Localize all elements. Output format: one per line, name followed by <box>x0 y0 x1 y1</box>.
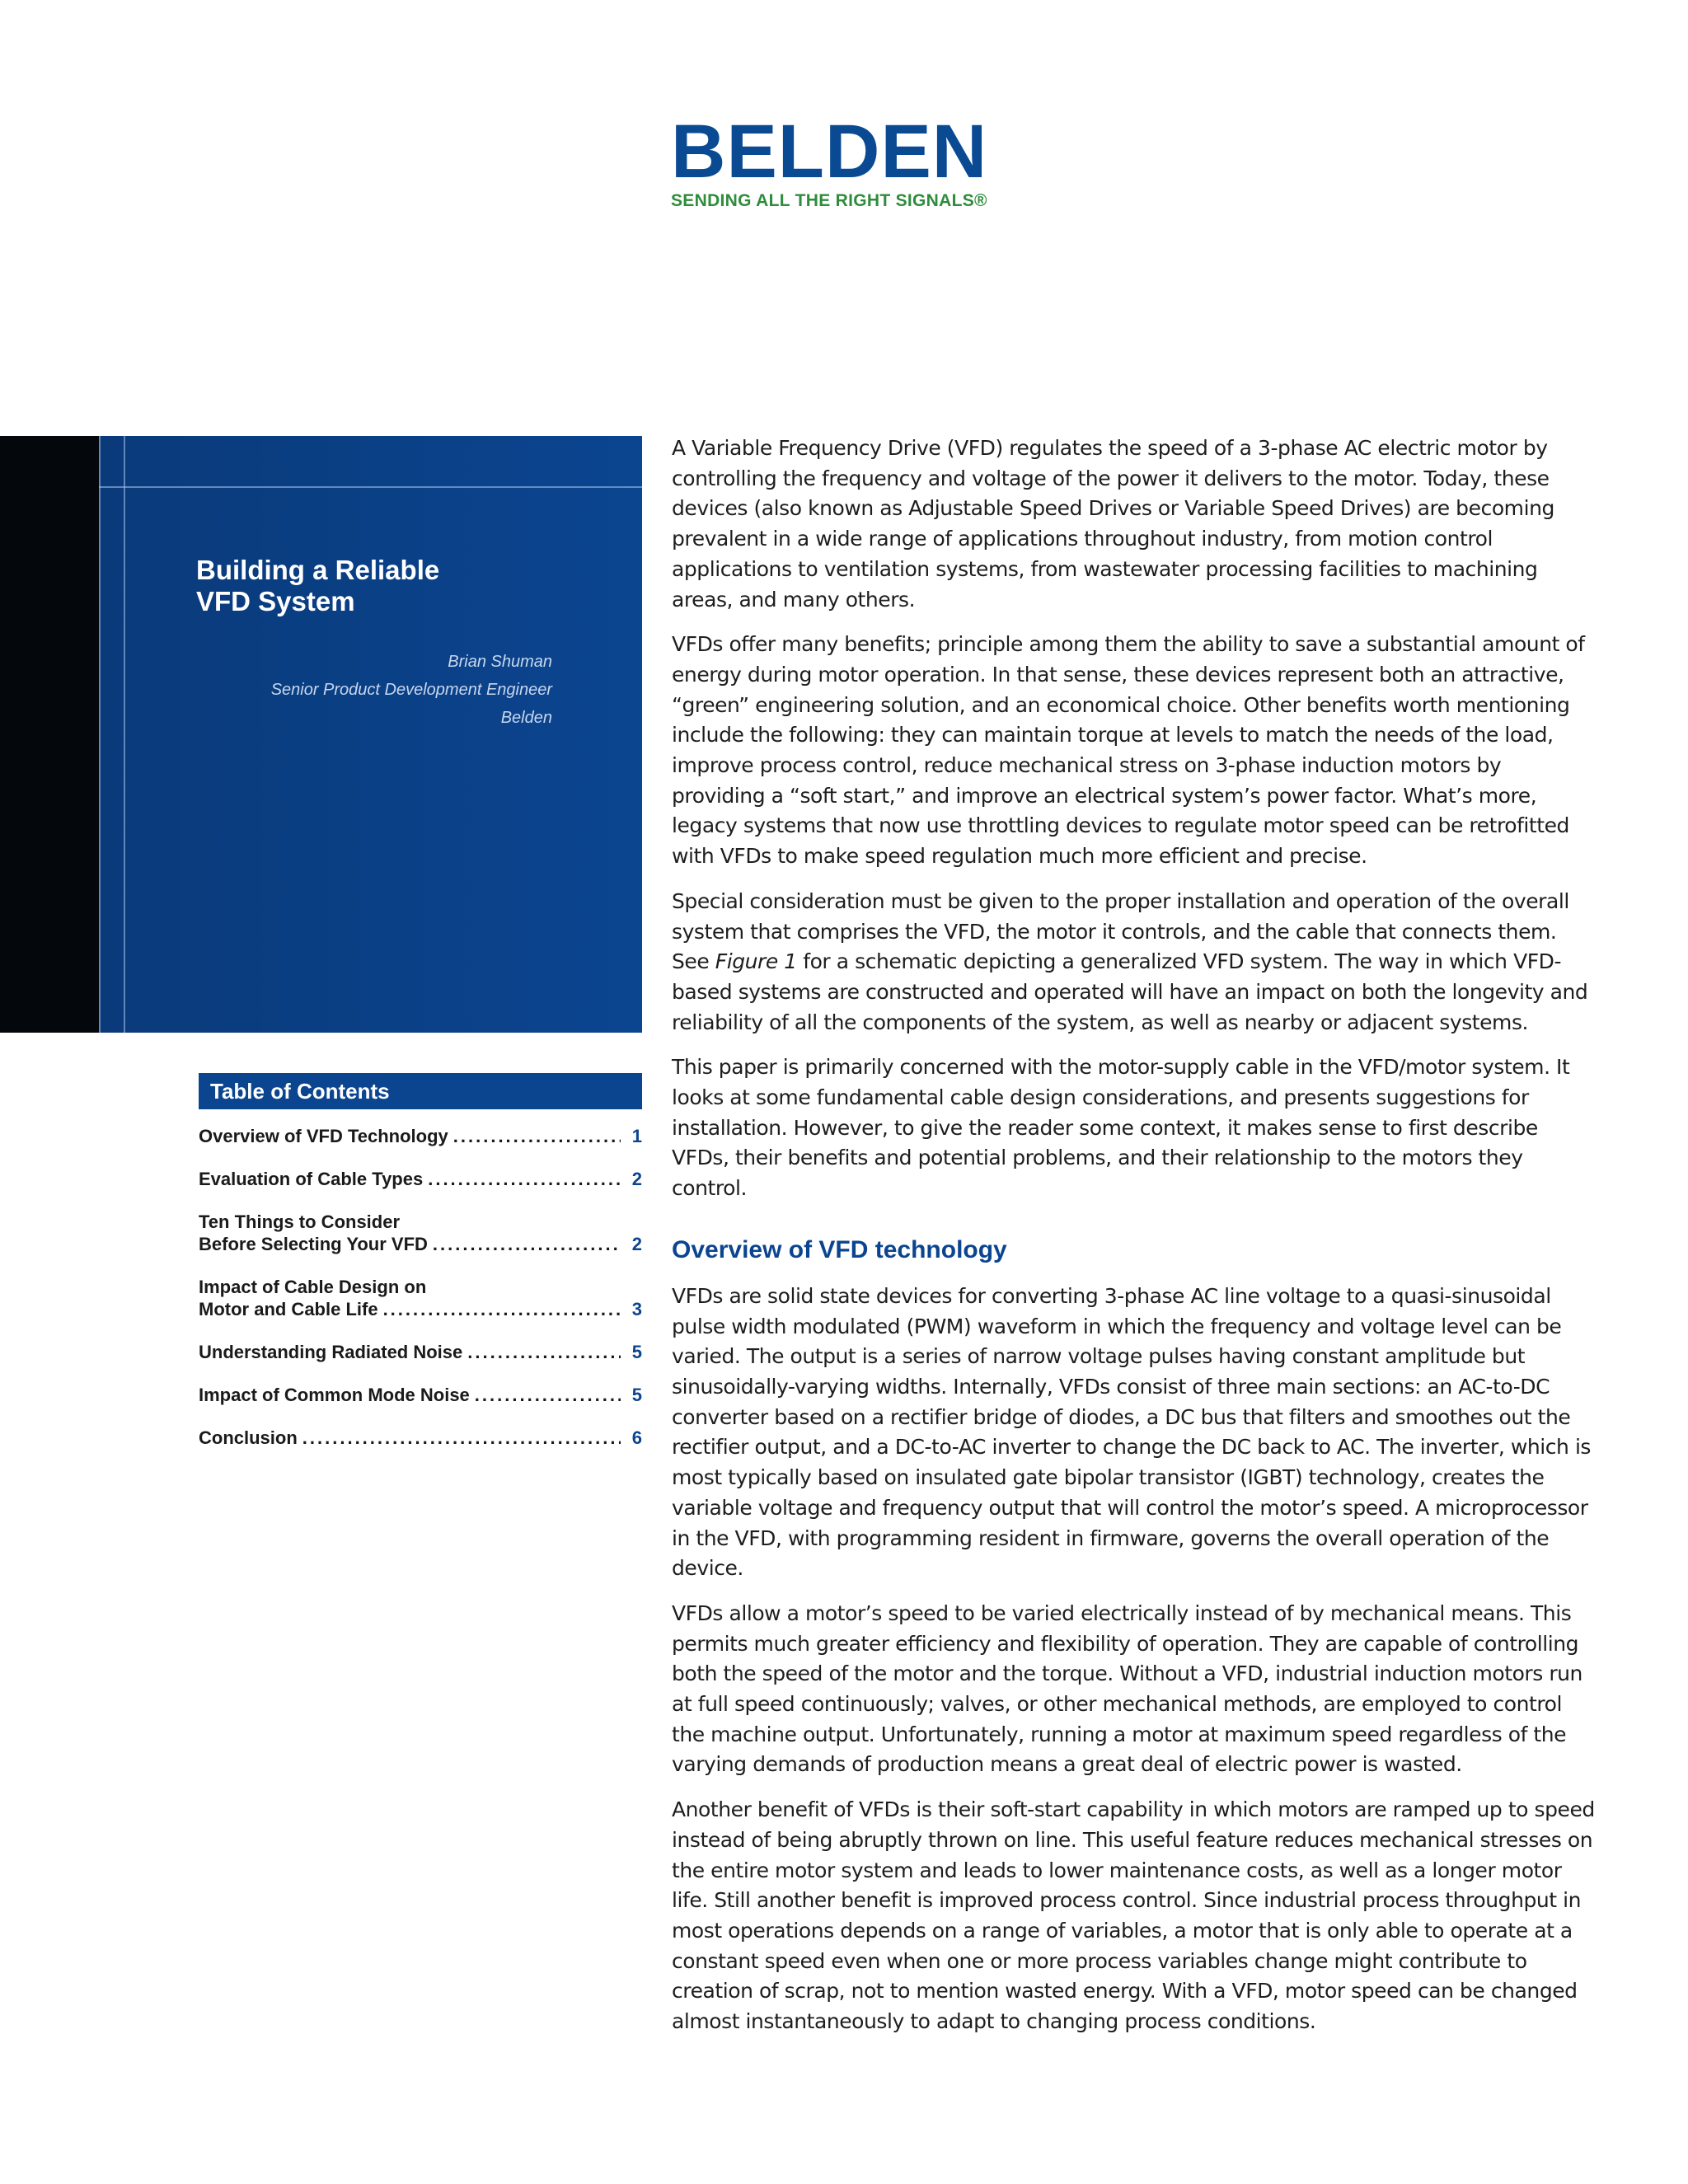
black-side-bar <box>0 436 99 1033</box>
toc-page-number: 2 <box>631 1234 642 1254</box>
title-line-1: Building a Reliable <box>196 555 440 585</box>
section-heading: Overview of VFD technology <box>672 1235 1007 1263</box>
author-role: Senior Product Development Engineer <box>270 681 552 699</box>
toc-item-title: Conclusion <box>199 1427 298 1448</box>
toc-item[interactable] <box>199 1276 642 1320</box>
toc-item[interactable] <box>199 1168 642 1190</box>
paragraph-speed-control: VFDs allow a motor’s speed to be varied electrically instead of by mechanical means. This permits much greater efficiency and flexibility of operation. They are capable of controlling both the speed of the motor and the torque. Without a VFD, industrial induction motors run at full speed continuously; valves, or other mechanical methods, are employed to control the machine output. Unfortunately, running a motor at maximum speed regardless of the varying demands of production means a great deal of electric power is wasted. <box>672 1601 1582 1777</box>
document-title <box>196 555 592 617</box>
toc-page-number: 6 <box>631 1427 642 1448</box>
toc-item-title: Understanding Radiated Noise <box>199 1342 463 1362</box>
main-body-text <box>672 434 1595 2052</box>
decorative-horizontal-line <box>99 486 642 488</box>
author-block <box>196 648 552 732</box>
paragraph-benefits: VFDs offer many benefits; principle among them the ability to save a substantial amount of energy during motor operation. In that sense, these devices represent both an attractive, “green” engineering solution, and an economical choice. Other benefits worth mentioning include the following: they can maintain torque at levels to match the needs of the load, improve process control, reduce mechanical stress on 3-phase induction motors by providing a “soft start,” and improve an electrical system’s power factor. What’s more, legacy systems that now use throttling devices to regulate motor speed can be retrofitted with VFDs to make speed regulation much more efficient and precise. <box>672 632 1585 869</box>
toc-page-number: 5 <box>631 1342 642 1362</box>
figure-reference: Figure 1 <box>715 949 797 974</box>
decorative-vertical-line <box>124 436 125 1033</box>
paragraph-soft-start: Another benefit of VFDs is their soft-start capability in which motors are ramped up to speed instead of being abruptly thrown on line. This useful feature reduces mechanical stresses on the entire motor system and leads to lower maintenance costs, as well as a longer motor life. Still another benefit is improved process control. Since industrial process throughput in most operations depends on a range of variables, a motor that is only able to operate at a constant speed even when one or more process variables change might contribute to creation of scrap, not to mention wasted energy. With a VFD, motor speed can be changed almost instantaneously to adapt to changing process conditions. <box>672 1797 1595 2034</box>
toc-page-number: 5 <box>631 1385 642 1405</box>
paragraph-text: Special consideration must be given to the proper installation and operation of the overall system that comprises the VFD, the motor it controls, and the cable that connects them. See <box>672 888 1569 974</box>
paragraph-text: for a schematic depicting a generalized VFD system. The way in which VFD-based systems are constructed and operated will have an impact on both the longevity and reliability of all the components of the system, as well as nearby or adjacent systems. <box>672 949 1588 1034</box>
paragraph-intro: A Variable Frequency Drive (VFD) regulates the speed of a 3-phase AC electric motor by controlling the frequency and voltage of the power it delivers to the motor. Today, these devices (also known as Adjustable Speed Drives or Variable Speed Drives) are becoming prevalent in a wide range of applications throughout industry, from motion control applications to ventilation systems, from wastewater processing facilities to machining areas, and many others. <box>672 436 1554 612</box>
toc-item[interactable] <box>199 1211 642 1255</box>
toc-item[interactable] <box>199 1427 642 1449</box>
table-of-contents <box>199 1073 642 1469</box>
title-block-background <box>99 436 642 1033</box>
toc-page-number: 3 <box>631 1299 642 1319</box>
toc-item-title-cont: Motor and Cable Life <box>199 1299 378 1319</box>
toc-item-title: Evaluation of Cable Types <box>199 1169 424 1189</box>
paragraph-installation <box>672 887 1595 1038</box>
toc-leader-dots <box>383 1298 621 1320</box>
toc-leader-dots <box>467 1341 621 1363</box>
logo-tagline: SENDING ALL THE RIGHT SIGNALS® <box>671 191 987 210</box>
toc-page-number: 1 <box>631 1126 642 1146</box>
belden-logo <box>671 110 988 211</box>
logo-wordmark: BELDEN <box>671 110 988 194</box>
toc-item-title-cont: Before Selecting Your VFD <box>199 1234 428 1254</box>
toc-page-number: 2 <box>631 1169 642 1189</box>
toc-header: Table of Contents <box>199 1073 642 1109</box>
toc-leader-dots <box>302 1427 621 1449</box>
toc-item[interactable] <box>199 1125 642 1147</box>
toc-leader-dots <box>433 1233 621 1255</box>
toc-list <box>199 1125 642 1449</box>
author-company: Belden <box>500 709 552 727</box>
author-name: Brian Shuman <box>448 653 552 671</box>
toc-leader-dots <box>475 1384 621 1406</box>
toc-item-title: Overview of VFD Technology <box>199 1126 448 1146</box>
toc-leader-dots <box>428 1168 621 1190</box>
toc-item-title: Impact of Common Mode Noise <box>199 1385 470 1405</box>
decorative-vertical-line <box>99 436 101 1033</box>
toc-item-title: Impact of Cable Design on <box>199 1277 427 1297</box>
toc-item[interactable] <box>199 1341 642 1363</box>
title-line-2: VFD System <box>196 586 355 616</box>
paragraph-scope: This paper is primarily concerned with the motor-supply cable in the VFD/motor system. It looks at some fundamental cable design considerations, and presents suggestions for installation. However, to give the reader some context, it makes sense to first describe VFDs, their benefits and potential problems, and their relationship to the motors they control. <box>672 1055 1570 1201</box>
toc-item[interactable] <box>199 1384 642 1406</box>
toc-item-title: Ten Things to Consider <box>199 1212 401 1232</box>
toc-leader-dots <box>453 1125 621 1147</box>
paragraph-vfd-overview: VFDs are solid state devices for converting 3-phase AC line voltage to a quasi-sinusoidal pulse width modulated (PWM) waveform in which the frequency and voltage level can be varied. The output is a series of narrow voltage pulses having constant amplitude but sinusoidally-varying widths. Internally, VFDs consist of three main sections: an AC-to-DC converter based on a rectifier bridge of diodes, a DC bus that filters and smoothes out the rectifier output, and a DC-to-AC inverter to change the DC back to AC. The inverter, which is most typically based on insulated gate bipolar transistor (IGBT) technology, creates the variable voltage and frequency output that will control the motor’s speed. A microprocessor in the VFD, with programming resident in firmware, governs the overall operation of the device. <box>672 1283 1592 1581</box>
